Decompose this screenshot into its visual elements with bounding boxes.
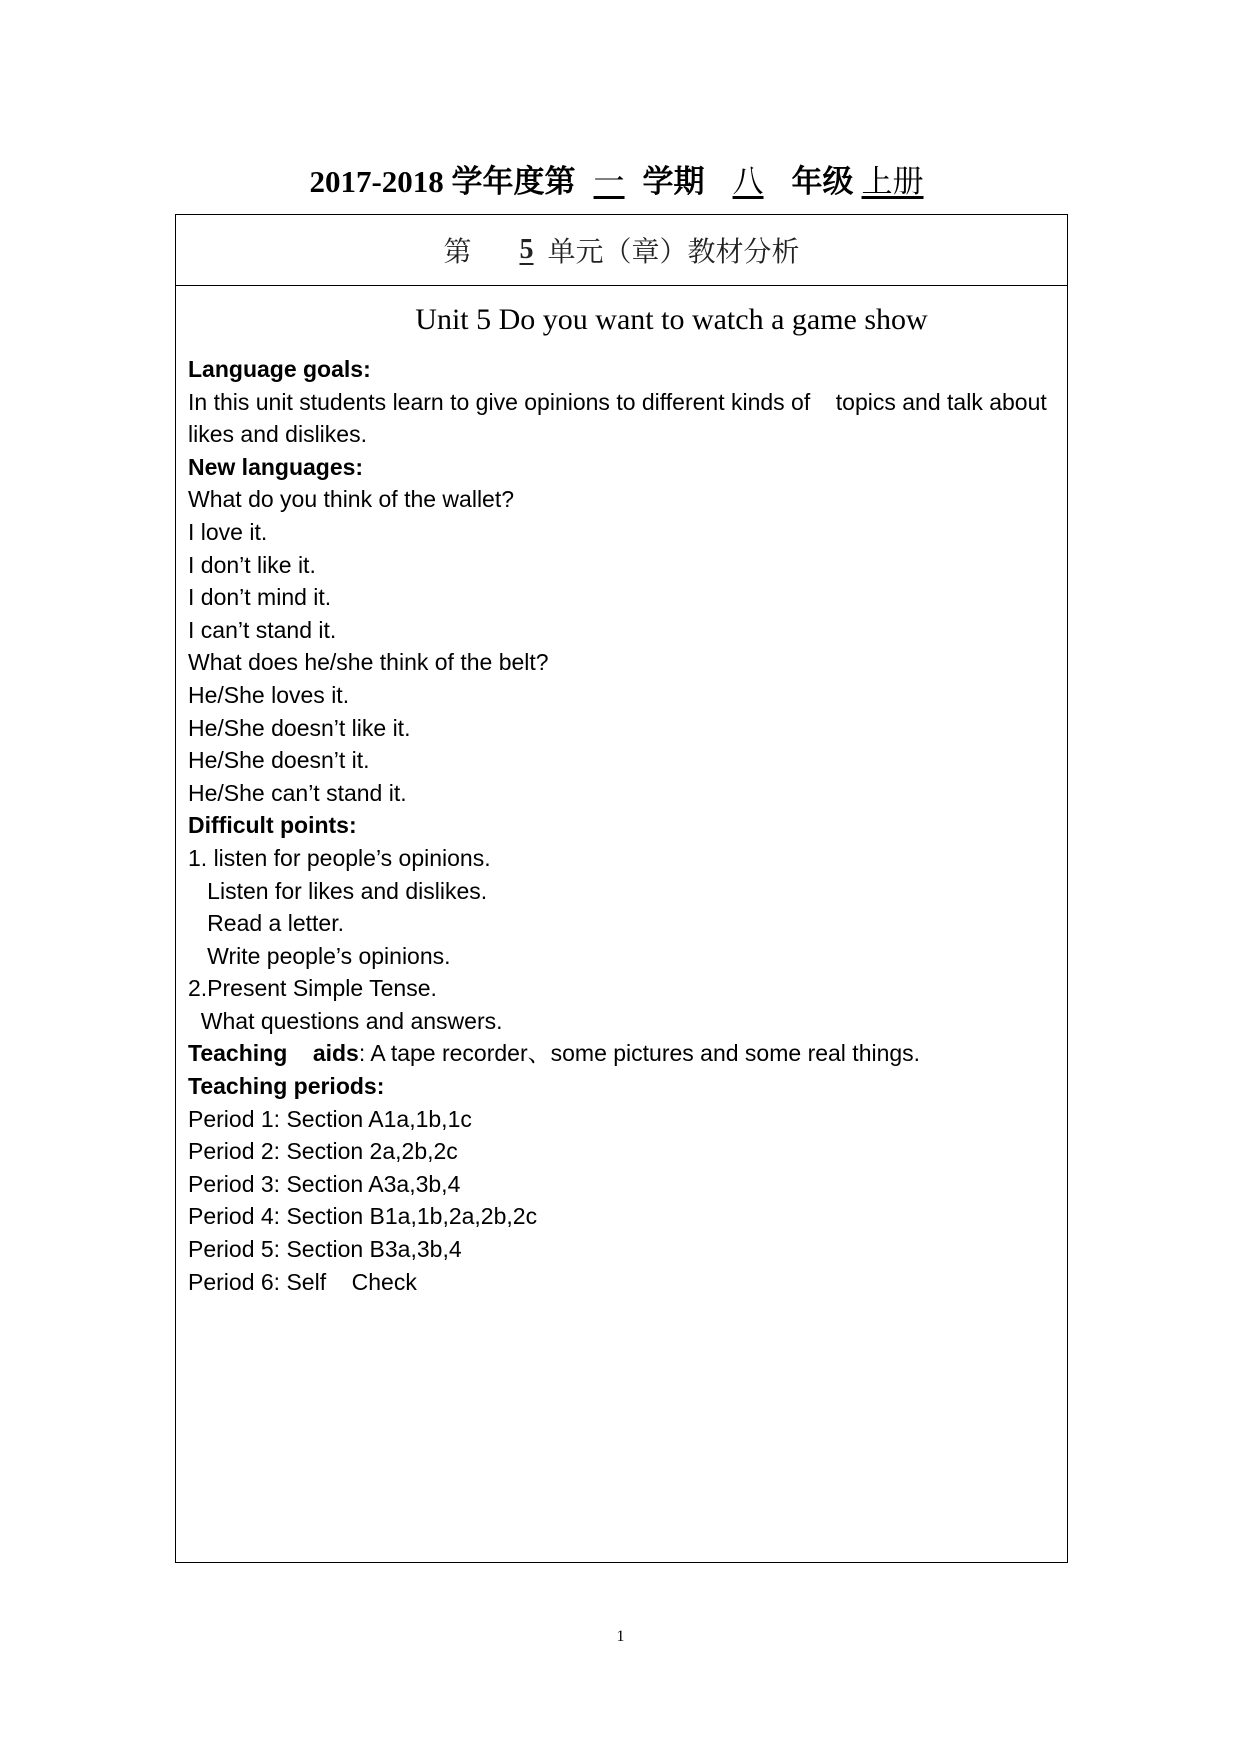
teaching-period-line: Period 1: Section A1a,1b,1c [188,1105,472,1132]
new-languages-heading: New languages: [188,453,364,480]
teaching-periods-heading: Teaching periods: [188,1073,385,1100]
table-header-row [176,215,1067,286]
new-language-line: He/She doesn’t like it. [188,714,411,741]
new-language-line: What do you think of the wallet? [188,486,515,513]
volume-field: 上册 [861,164,924,199]
new-language-line: He/She doesn’t it. [188,747,370,774]
content-body [188,353,1059,1298]
header-pre: 第 [443,237,472,268]
teaching-period-line: Period 6: Self Check [188,1268,417,1295]
new-language-line: I can’t stand it. [188,616,337,643]
teaching-period-line: Period 2: Section 2a,2b,2c [188,1138,458,1165]
new-language-line: He/She can’t stand it. [188,779,407,806]
new-language-line: I love it. [188,518,268,545]
difficult-point-line: Listen for likes and dislikes. [188,877,488,904]
page-number: 1 [616,1628,625,1645]
language-goals-text: In this unit students learn to give opinions to different kinds of topics and talk about likes and dislikes. [188,388,1054,448]
unit-title: Unit 5 Do you want to watch a game show [415,303,928,336]
difficult-point-line: Write people’s opinions. [188,942,451,969]
title-mid1: 学期 [642,164,705,199]
difficult-points-heading: Difficult points: [188,812,357,839]
teaching-period-line: Period 5: Section B3a,3b,4 [188,1236,462,1263]
title-prefix: 2017-2018 学年度第 [309,164,576,199]
unit-number-field: 5 [519,234,534,265]
new-language-line: What does he/she think of the belt? [188,649,549,676]
new-language-line: I don’t like it. [188,551,316,578]
header-post: 单元（章）教材分析 [547,237,800,268]
teaching-aids-text: : A tape recorder、some pictures and some real things. [358,1040,921,1067]
analysis-table [175,214,1068,1563]
teaching-aids-line [188,1037,1059,1070]
new-language-line: He/She loves it. [188,681,350,708]
term-field: 一 [593,164,625,199]
teaching-aids-heading: Teaching aids [188,1040,359,1067]
teaching-period-line: Period 3: Section A3a,3b,4 [188,1170,461,1197]
title-mid2: 年级 [791,164,854,199]
difficult-point-line: What questions and answers. [188,1007,503,1034]
difficult-point-line: Read a letter. [188,910,344,937]
difficult-point-line: 2.Present Simple Tense. [188,975,437,1002]
grade-field: 八 [732,164,764,199]
document-title [0,162,1241,202]
language-goals-heading: Language goals: [188,356,371,382]
new-language-line: I don’t mind it. [188,584,332,611]
table-content-cell [176,286,1067,1562]
difficult-point-line: 1. listen for people’s opinions. [188,844,491,871]
teaching-period-line: Period 4: Section B1a,1b,2a,2b,2c [188,1203,538,1230]
